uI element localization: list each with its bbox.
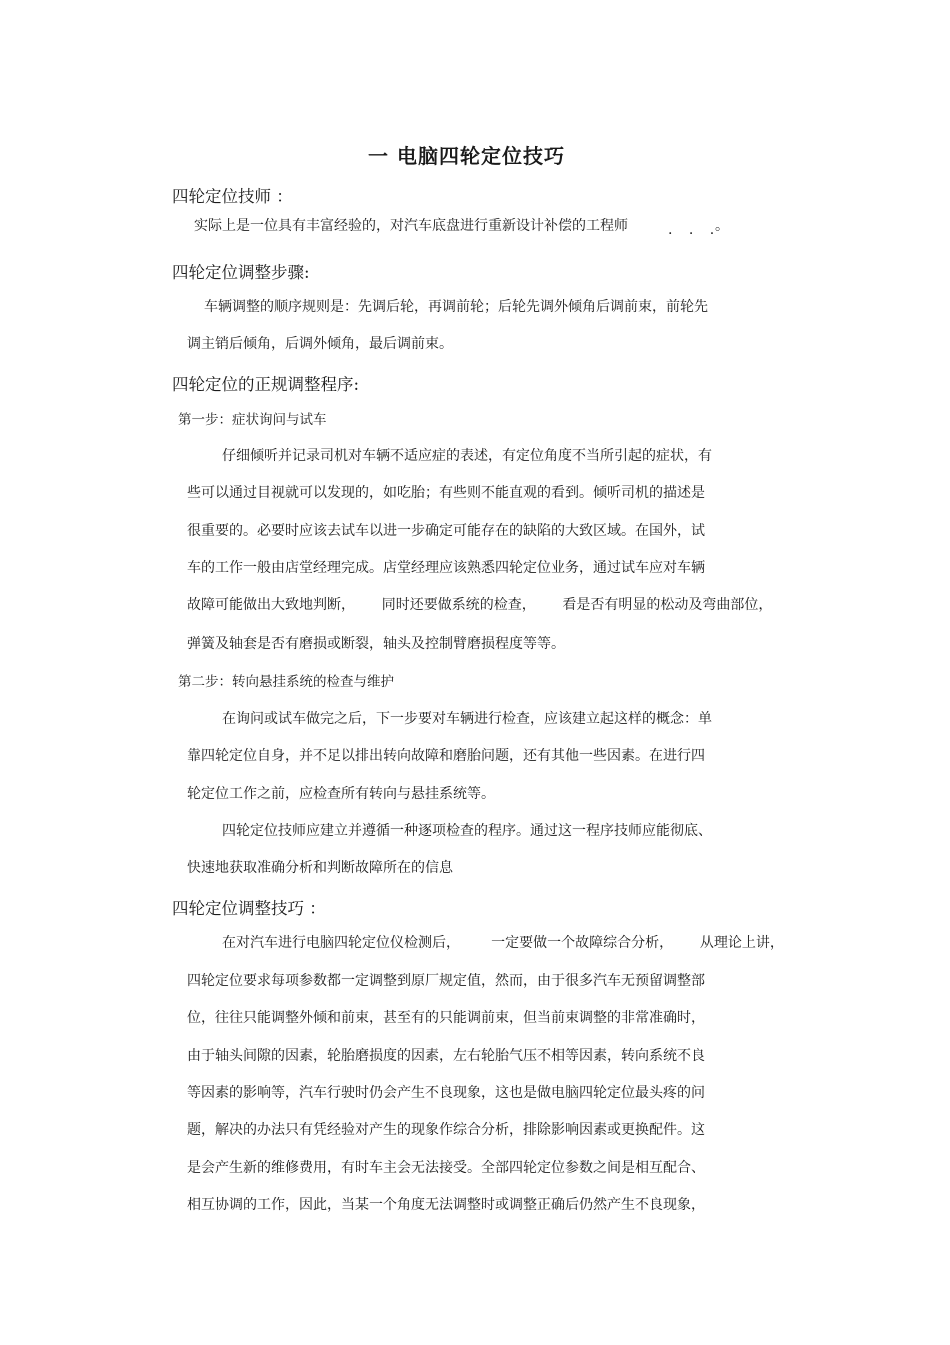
section-heading-steps: 四轮定位调整步骤: (172, 263, 310, 282)
paragraph-line: 车的工作一般由店堂经理完成。店堂经理应该熟悉四轮定位业务，通过试车应对车辆 (187, 560, 705, 576)
page-title: 一 电脑四轮定位技巧 (368, 144, 565, 168)
paragraph-line: 弹簧及轴套是否有磨损或断裂，轴头及控制臂磨损程度等等。 (187, 636, 565, 652)
paragraph-line: 四轮定位要求每项参数都一定调整到原厂规定值，然而，由于很多汽车无预留调整部 (187, 973, 705, 989)
paragraph-line: 是会产生新的维修费用，有时车主会无法接受。全部四轮定位参数之间是相互配合、 (187, 1160, 705, 1176)
step-label: 第一步：症状询问与试车 (178, 412, 327, 428)
paragraph-line: 在对汽车进行电脑四轮定位仪检测后， 一定要做一个故障综合分析， 从理论上讲， (222, 935, 784, 951)
section-heading-procedure: 四轮定位的正规调整程序: (172, 375, 360, 394)
paragraph-line: 些可以通过目视就可以发现的，如吃胎；有些则不能直观的看到。倾听司机的描述是 (187, 485, 705, 501)
section-heading-technician: 四轮定位技师 ： (172, 187, 293, 206)
period-mark: 。 (715, 218, 729, 234)
paragraph-line: 靠四轮定位自身，并不足以排出转向故障和磨胎问题，还有其他一些因素。在进行四 (187, 748, 705, 764)
section-heading-tips: 四轮定位调整技巧 ： (172, 899, 326, 918)
paragraph-line: 等因素的影响等，汽车行驶时仍会产生不良现象，这也是做电脑四轮定位最头疼的问 (187, 1085, 705, 1101)
step-label: 第二步：转向悬挂系统的检查与维护 (178, 674, 394, 690)
paragraph-line: 仔细倾听并记录司机对车辆不适应症的表述，有定位角度不当所引起的症状，有 (222, 448, 712, 464)
paragraph-line: 四轮定位技师应建立并遵循一种逐项检查的程序。通过这一程序技师应能彻底、 (222, 823, 712, 839)
paragraph-line: 快速地获取准确分析和判断故障所在的信息 (187, 860, 453, 876)
paragraph-line: 相互协调的工作，因此，当某一个角度无法调整时或调整正确后仍然产生不良现象， (187, 1197, 705, 1213)
paragraph-line: 故障可能做出大致地判断， 同时还要做系统的检查， 看是否有明显的松动及弯曲部位， (187, 597, 773, 613)
paragraph-line: 轮定位工作之前，应检查所有转向与悬挂系统等。 (187, 786, 495, 802)
paragraph-line: 在询问或试车做完之后，下一步要对车辆进行检查，应该建立起这样的概念：单 (222, 711, 712, 727)
paragraph-line: 很重要的。必要时应该去试车以进一步确定可能存在的缺陷的大致区域。在国外，试 (187, 523, 705, 539)
paragraph-line: 题，解决的办法只有凭经验对产生的现象作综合分析，排除影响因素或更换配件。这 (187, 1122, 705, 1138)
ellipsis-dots: . . . (668, 222, 721, 238)
paragraph-line: 位，往往只能调整外倾和前束，甚至有的只能调前束，但当前束调整的非常准确时， (187, 1010, 705, 1026)
paragraph-line: 由于轴头间隙的因素，轮胎磨损度的因素，左右轮胎气压不相等因素，转向系统不良 (187, 1048, 705, 1064)
paragraph-line: 车辆调整的顺序规则是：先调后轮，再调前轮；后轮先调外倾角后调前束，前轮先 (204, 299, 708, 315)
paragraph-line: 调主销后倾角，后调外倾角，最后调前束。 (187, 336, 453, 352)
paragraph-line: 实际上是一位具有丰富经验的，对汽车底盘进行重新设计补偿的工程师 (194, 218, 628, 234)
